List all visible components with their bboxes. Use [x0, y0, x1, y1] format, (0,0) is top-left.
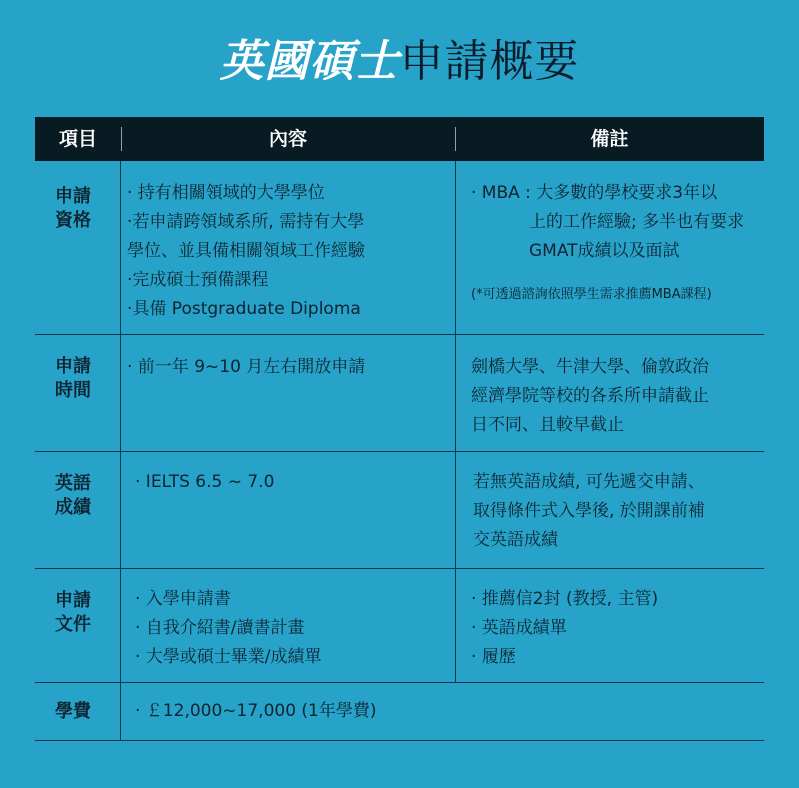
column-divider	[455, 161, 456, 334]
row-note: · 推薦信2封 (教授, 主管) · 英語成績單 · 履歷	[471, 589, 659, 667]
table-row	[35, 569, 764, 683]
row-label: 申請 文件	[55, 590, 91, 635]
column-divider	[455, 569, 456, 682]
title-emphasis: 英國碩士	[219, 36, 400, 87]
table-row	[35, 452, 764, 569]
title-rest: 申請概要	[399, 36, 580, 87]
header-content: 內容	[268, 128, 307, 150]
row-note: · MBA : 大多數的學校要求3年以 上的工作經驗; 多半也有要求 GMAT成績以及面試 (*可透過諮詢依照學生需求推薦MBA課程)	[471, 179, 744, 309]
column-divider	[120, 161, 121, 334]
row-content: · 前一年 9~10 月左右開放申請	[127, 357, 366, 377]
row-content: · ￡12,000~17,000 (1年學費)	[135, 701, 377, 721]
column-divider	[120, 683, 121, 740]
row-content: · 持有相關領域的大學學位 ·若申請跨領域系所, 需持有大學 學位、並具備相關領域工作經驗 ·完成碩士預備課程 ·具備 Postgraduate Diploma	[127, 183, 365, 319]
column-divider	[120, 335, 121, 451]
table-row	[35, 335, 764, 452]
column-divider	[120, 569, 121, 682]
note-small: (*可透過諮詢依照學生需求推薦MBA課程)	[471, 287, 712, 302]
row-content: · 入學申請書 · 自我介紹書/讀書計畫 · 大學或碩士畢業/成績單	[135, 589, 322, 667]
table-header	[35, 117, 764, 161]
table-row	[35, 161, 764, 335]
column-divider	[120, 452, 121, 568]
row-note: 劍橋大學、牛津大學、倫敦政治 經濟學院等校的各系所申請截止 日不同、且較早截止	[471, 357, 709, 435]
row-label: 申請 資格	[55, 186, 91, 231]
row-content: · IELTS 6.5 ~ 7.0	[135, 472, 275, 492]
table-row	[35, 683, 764, 741]
overview-table	[35, 117, 764, 741]
column-divider	[455, 335, 456, 451]
row-label: 學費	[55, 701, 91, 722]
row-note: 若無英語成績, 可先遞交申請、 取得條件式入學後, 於開課前補 交英語成績	[473, 472, 705, 550]
header-item: 項目	[58, 128, 97, 150]
header-note: 備註	[590, 128, 629, 150]
page-title	[0, 30, 799, 94]
row-label: 申請 時間	[55, 356, 91, 401]
column-divider	[455, 452, 456, 568]
row-label: 英語 成績	[55, 473, 91, 518]
